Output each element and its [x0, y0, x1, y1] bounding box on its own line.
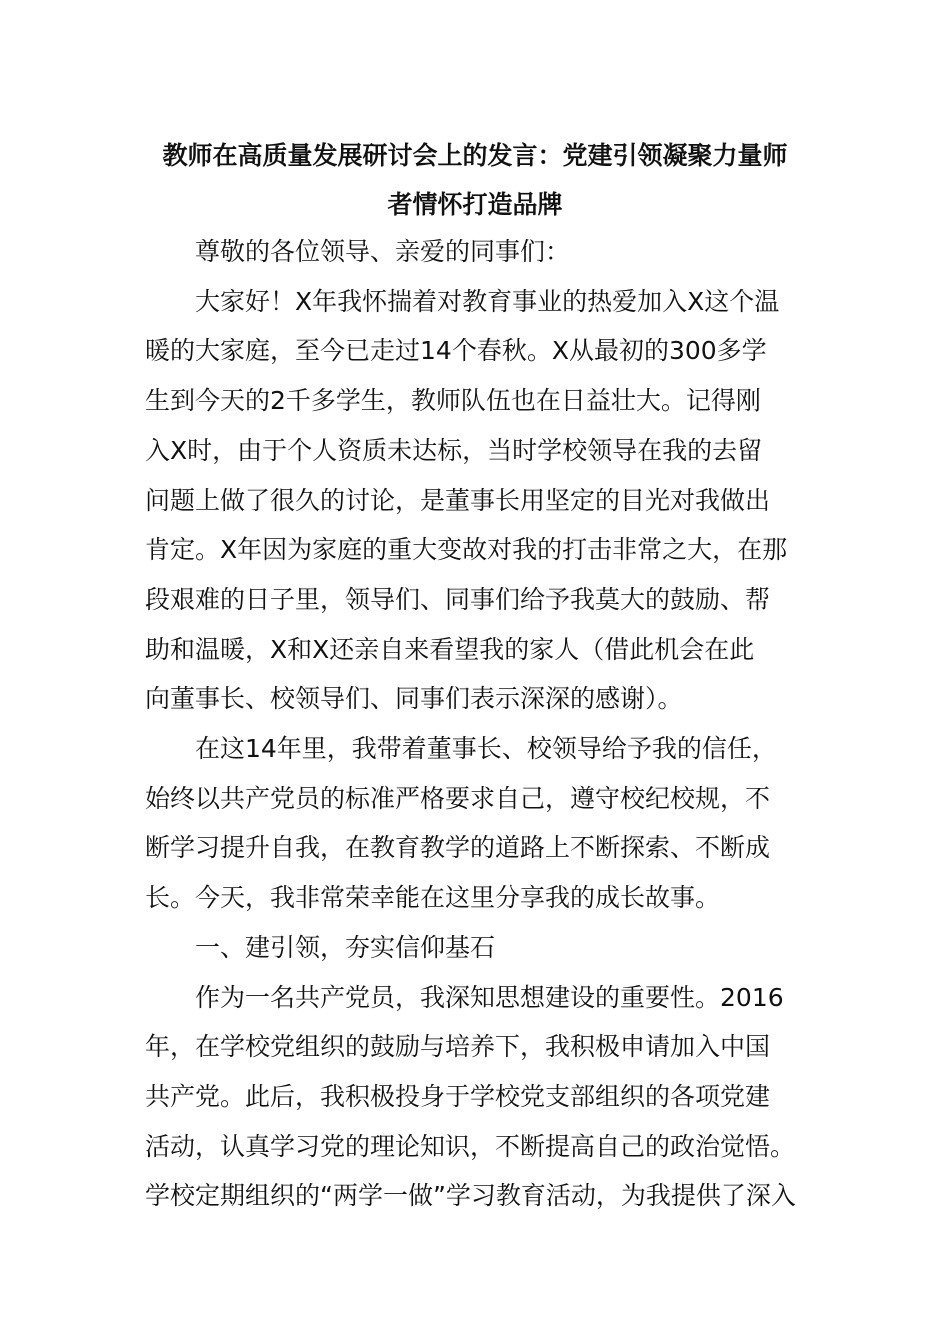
greeting-paragraph	[145, 277, 807, 724]
heading-line: 一、建引领，夯实信仰基石	[195, 932, 496, 962]
text-line: 长。今天，我非常荣幸能在这里分享我的成长故事。	[145, 883, 721, 913]
text-line: 助和温暖，X和X还亲自来看望我的家人（借此机会在此	[145, 634, 755, 664]
text-line: 入X时，由于个人资质未达标，当时学校领导在我的去留	[145, 435, 763, 465]
document-body	[145, 227, 807, 1221]
text-line: 年，在学校党组织的鼓励与培养下，我积极申请加入中国	[145, 1032, 771, 1062]
text-line: 活动，认真学习党的理论知识，不断提高自己的政治觉悟。	[145, 1131, 796, 1161]
section-heading	[145, 923, 807, 973]
title-line: 教师在高质量发展研讨会上的发言：党建引领凝聚力量师	[162, 141, 788, 170]
text-line: 大家好！X年我怀揣着对教育事业的热爱加入X这个温	[195, 286, 780, 316]
text-line: 段艰难的日子里，领导们、同事们给予我莫大的鼓励、帮	[145, 584, 771, 614]
text-line: 始终以共产党员的标准严格要求自己，遵守校纪校规，不	[145, 783, 771, 813]
text-line: 肯定。X年因为家庭的重大变故对我的打击非常之大，在那	[145, 535, 788, 565]
text-line: 作为一名共产党员，我深知思想建设的重要性。2016	[195, 982, 784, 1012]
text-line: 在这14年里，我带着董事长、校领导给予我的信任，	[195, 734, 777, 764]
text-line: 问题上做了很久的讨论，是董事长用坚定的目光对我做出	[145, 485, 771, 515]
text-line: 共产党。此后，我积极投身于学校党支部组织的各项党建	[145, 1081, 771, 1111]
text-line: 学校定期组织的“两学一做”学习教育活动，为我提供了深入	[145, 1181, 796, 1211]
text-line: 生到今天的2千多学生，教师队伍也在日益壮大。记得刚	[145, 386, 761, 416]
title-line: 者情怀打造品牌	[387, 190, 563, 219]
text-line: 断学习提升自我，在教育教学的道路上不断探索、不断成	[145, 833, 771, 863]
text-line: 向董事长、校领导们、同事们表示深深的感谢）。	[145, 684, 683, 714]
document-title	[145, 131, 805, 229]
body-paragraph	[145, 973, 807, 1222]
salutation-paragraph	[145, 227, 807, 277]
text-line: 暖的大家庭，至今已走过14个春秋。X从最初的300多学	[145, 336, 767, 366]
body-paragraph	[145, 724, 807, 923]
text-line: 尊敬的各位领导、亲爱的同事们：	[195, 237, 571, 266]
